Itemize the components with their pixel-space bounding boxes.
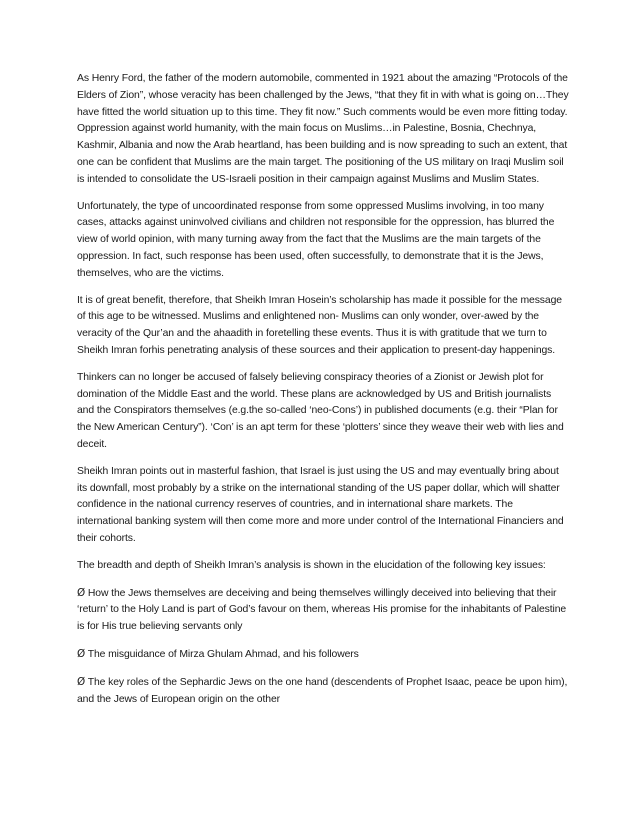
paragraph-scholarship: It is of great benefit, therefore, that Sheikh Imran Hosein’s scholarship has made it possible for the message of this age to be witnessed. Muslims and enlightened non- Muslims can only wonder, over-awed by the veracity of the Qur’an and the ahaadith in foretelling these events. Thus it is with gratitude that we turn to Sheikh Imran forhis penetrating analysis of these sources and their application to present-day happenings. [77,294,562,356]
paragraph-conspiracy: Thinkers can no longer be accused of falsely believing conspiracy theories of a Zionist or Jewish plot for domination of the Middle East and the world. These plans are acknowledged by US and British journalists and the Conspirators themselves (e.g.the so-called ‘neo-Cons’) in published documents (e.g. their “Plan for the New American Century”). ‘Con’ is an apt term for these ‘plotters’ since they weave their web with lies and deceit. [77,371,564,450]
bullet-marker-icon: Ø [77,675,86,688]
bullet-text: The misguidance of Mirza Ghulam Ahmad, and his followers [87,648,359,660]
paragraph-israel-us: Sheikh Imran points out in masterful fashion, that Israel is just using the US and may eventually bring about its downfall, most probably by a strike on the international standing of the US paper dollar, which will shatter confidence in the national currency reserves of countries, and in international share markets. The international banking system will then come more and more under control of the International Financiers and their cohorts. [77,465,564,544]
bullet-item-sephardic-jews [77,674,569,709]
bullet-text: The key roles of the Sephardic Jews on the one hand (descendents of Prophet Isaac, peace be upon him), and the Jews of European origin on the other [77,676,568,705]
bullet-item-return-holy-land [77,585,569,636]
document-body [77,71,569,718]
paragraph-henry-ford: As Henry Ford, the father of the modern automobile, commented in 1921 about the amazing “Protocols of the Elders of Zion”, whose veracity has been challenged by the Jews, “that they fit in with what is going on…They have fitted the world situation up to this time. They fit now.” Such comments would be even more fitting today. Oppression against world humanity, with the main focus on Muslims…in Palestine, Bosnia, Chechnya, Kashmir, Albania and now the Arab heartland, has been building and is now spreading to such an extent, that one can be confident that Muslims are the main target. The positioning of the US military on Iraqi Muslim soil is intended to consolidate the US-Israeli position in their campaign against Muslims and Muslim States. [77,73,569,185]
bullet-item-mirza-ghulam [77,646,569,664]
bullet-marker-icon: Ø [77,586,86,599]
paragraph-key-issues-intro: The breadth and depth of Sheikh Imran’s analysis is shown in the elucidation of the following key issues: [77,559,546,571]
bullet-marker-icon: Ø [77,647,86,660]
paragraph-uncoordinated-response: Unfortunately, the type of uncoordinated response from some oppressed Muslims involving, in too many cases, attacks against uninvolved civilians and children not responsible for the oppression, has blurred the view of world opinion, with many turning away from the fact that the Muslims are the main targets of the oppression. In fact, such response has been used, often successfully, to demonstrate that it is the Jews, themselves, who are the victims. [77,200,555,279]
bullet-text: How the Jews themselves are deceiving and being themselves willingly deceived into believing that their ‘return’ to the Holy Land is part of God’s favour on them, whereas His promise for the inhabitants of Palestine is for His true believing servants only [77,587,567,633]
